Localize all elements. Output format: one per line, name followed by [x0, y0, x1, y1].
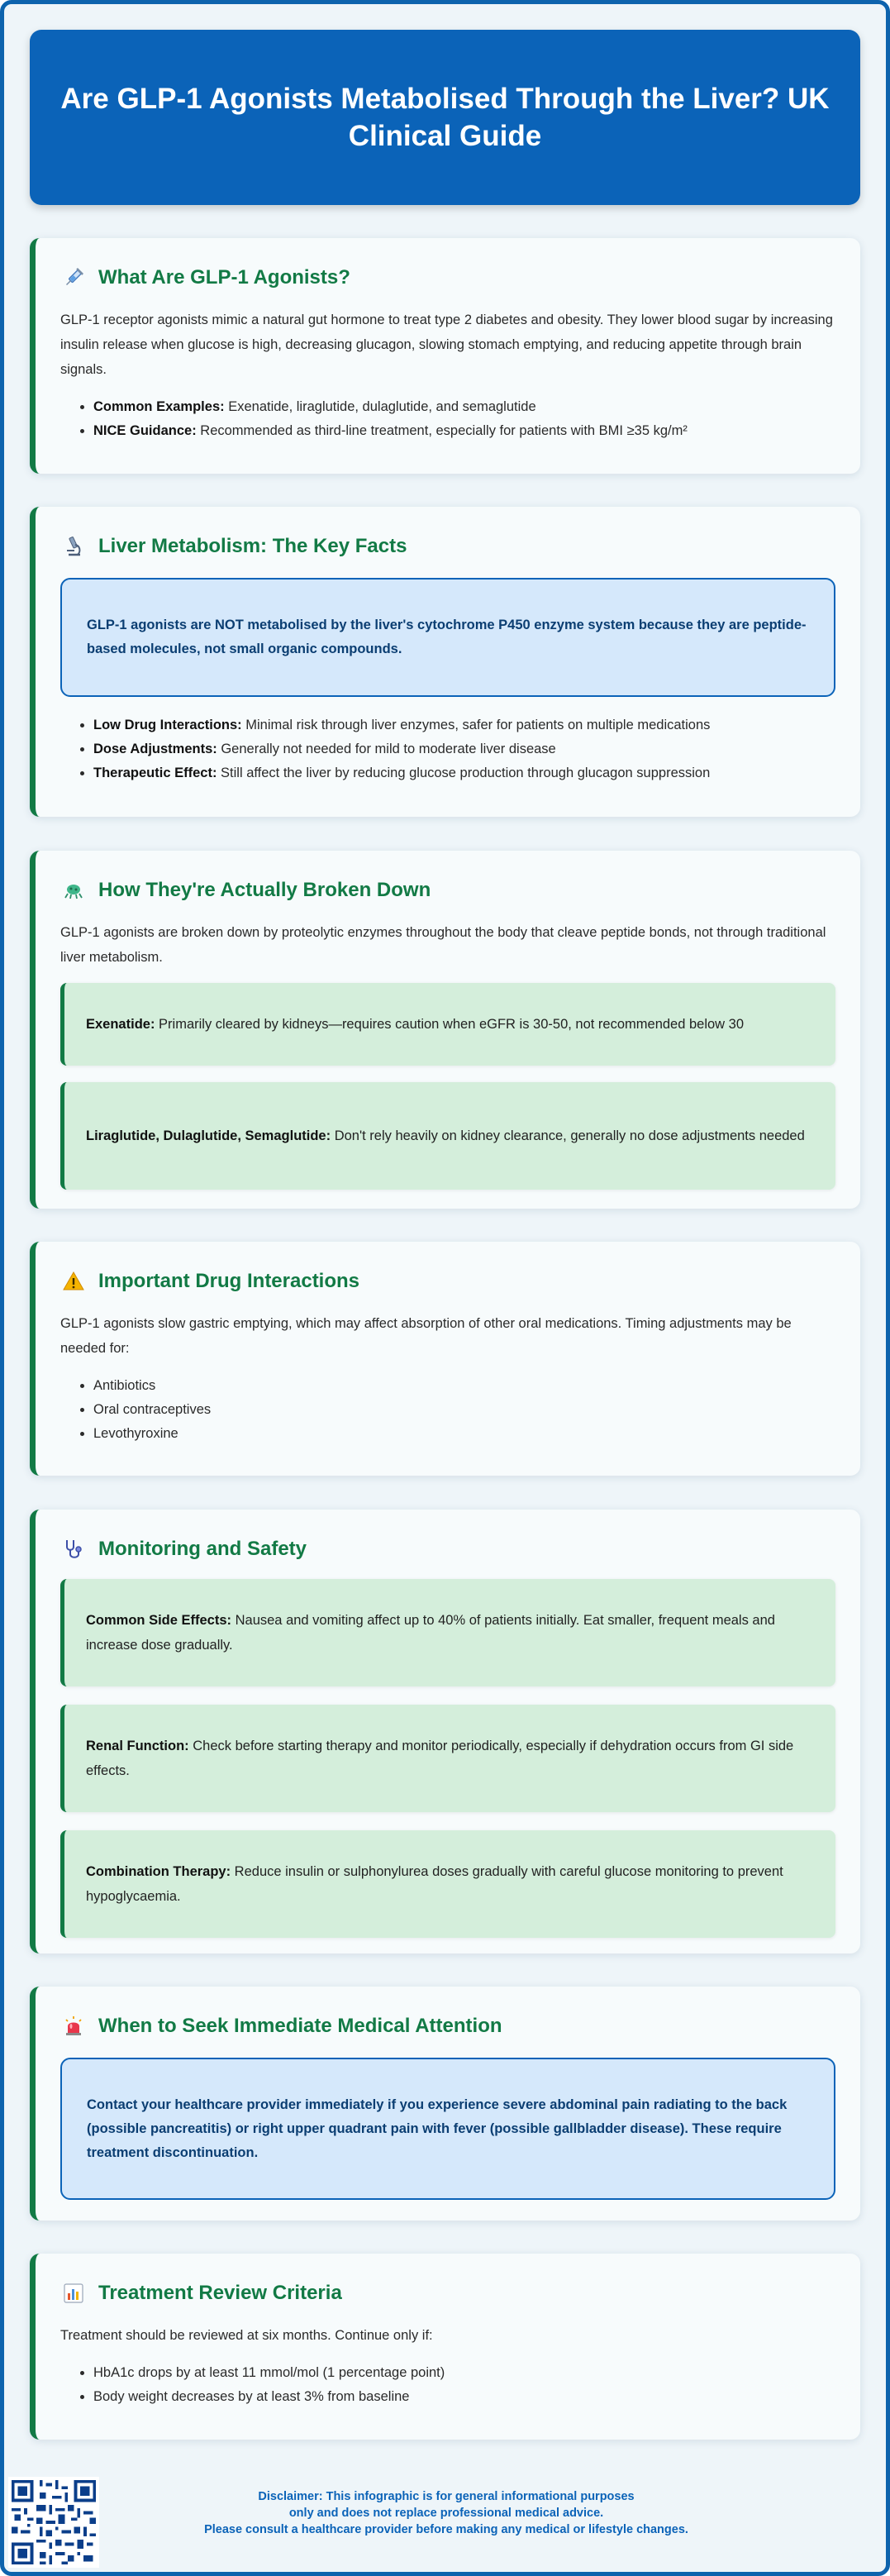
key-fact-callout: GLP-1 agonists are NOT metabolised by the liver's cytochrome P450 enzyme system because they are peptide-based molecules, not small organic compounds.	[60, 578, 835, 697]
list-item: • HbA1c drops by at least 11 mmol/mol (1 percentage point)	[93, 2361, 835, 2385]
siren-icon	[62, 2015, 85, 2038]
microbe-icon	[62, 879, 85, 902]
section-title: Important Drug Interactions	[98, 1270, 360, 1292]
section-breakdown	[30, 851, 860, 1209]
section-heading	[60, 2010, 835, 2043]
stethoscope-icon	[62, 1538, 85, 1561]
section-drug-interactions	[30, 1242, 860, 1476]
clearance-box: Exenatide: Primarily cleared by kidneys—requires caution when eGFR is 30-50, not recommended below 30	[60, 983, 835, 1066]
section-title: When to Seek Immediate Medical Attention	[98, 2015, 502, 2037]
list-item: • Common Examples: Exenatide, liraglutide, dulaglutide, and semaglutide	[93, 395, 835, 419]
section-seek-attention	[30, 1987, 860, 2221]
disclaimer: Disclaimer: This infographic is for general informational purposes only and does not replace professional medical advice. Please consult a healthcare provider before making any medical or lifestyle changes.	[204, 2490, 688, 2536]
section-what-are-glp1	[30, 238, 860, 474]
section-monitoring-safety	[30, 1510, 860, 1953]
bar-chart-icon	[62, 2282, 85, 2305]
section-title: How They're Actually Broken Down	[98, 879, 431, 901]
section-intro: GLP-1 agonists slow gastric emptying, which may affect absorption of other oral medications. Timing adjustments may be needed for:	[60, 1316, 792, 1356]
syringe-icon	[62, 266, 85, 289]
page-title: Are GLP-1 Agonists Metabolised Through the Liver? UK Clinical Guide	[60, 82, 830, 152]
section-heading	[60, 261, 835, 294]
list-item: • Oral contraceptives	[93, 1398, 835, 1422]
section-title: What Are GLP-1 Agonists?	[98, 266, 350, 289]
list-item: • Levothyroxine	[93, 1422, 835, 1446]
safety-box: Common Side Effects: Nausea and vomiting affect up to 40% of patients initially. Eat smaller, frequent meals and increase dose gradually.	[60, 1579, 835, 1686]
page-header	[30, 30, 860, 205]
list-item: • Low Drug Interactions: Minimal risk through liver enzymes, safer for patients on multiple medications	[93, 713, 835, 737]
section-heading	[60, 874, 835, 907]
section-intro: Treatment should be reviewed at six months. Continue only if:	[60, 2328, 433, 2343]
warning-icon	[62, 1270, 85, 1293]
microscope-icon	[62, 535, 85, 558]
safety-box: Combination Therapy: Reduce insulin or sulphonylurea doses gradually with careful glucose monitoring to prevent hypoglycaemia.	[60, 1830, 835, 1938]
section-heading	[60, 1265, 835, 1298]
medications-list	[60, 1374, 835, 1446]
section-title: Liver Metabolism: The Key Facts	[98, 535, 407, 557]
list-item: • Body weight decreases by at least 3% from baseline	[93, 2385, 835, 2409]
section-heading	[60, 2277, 835, 2310]
list-item: • Dose Adjustments: Generally not needed for mild to moderate liver disease	[93, 737, 835, 761]
list-item: • NICE Guidance: Recommended as third-line treatment, especially for patients with BMI ≥35 kg/m²	[93, 419, 835, 443]
section-heading	[60, 530, 835, 563]
list-item: • Antibiotics	[93, 1374, 835, 1398]
review-criteria-list	[60, 2361, 835, 2409]
section-heading	[60, 1533, 835, 1566]
section-title: Treatment Review Criteria	[98, 2282, 342, 2304]
section-title: Monitoring and Safety	[98, 1538, 307, 1560]
key-points-list	[60, 395, 835, 443]
section-liver-metabolism	[30, 507, 860, 817]
section-intro: GLP-1 agonists are broken down by proteolytic enzymes throughout the body that cleave peptide bonds, not through traditional liver metabolism.	[60, 925, 826, 965]
qr-code-icon	[8, 2477, 99, 2568]
urgent-callout: Contact your healthcare provider immediately if you experience severe abdominal pain radiating to the back (possible pancreatitis) or right upper quadrant pain with fever (possible gallbladder disease). These require treatment discontinuation.	[60, 2058, 835, 2200]
section-treatment-review	[30, 2254, 860, 2440]
safety-box: Renal Function: Check before starting therapy and monitor periodically, especially if dehydration occurs from GI side effects.	[60, 1705, 835, 1812]
list-item: • Therapeutic Effect: Still affect the liver by reducing glucose production through glucagon suppression	[93, 761, 835, 785]
key-points-list	[60, 713, 835, 785]
section-intro: GLP-1 receptor agonists mimic a natural gut hormone to treat type 2 diabetes and obesity. They lower blood sugar by increasing insulin release when glucose is high, decreasing glucagon, slowing stomach emptying, and reducing appetite through brain signals.	[60, 312, 833, 377]
clearance-box: Liraglutide, Dulaglutide, Semaglutide: Don't rely heavily on kidney clearance, generally no dose adjustments needed	[60, 1082, 835, 1190]
